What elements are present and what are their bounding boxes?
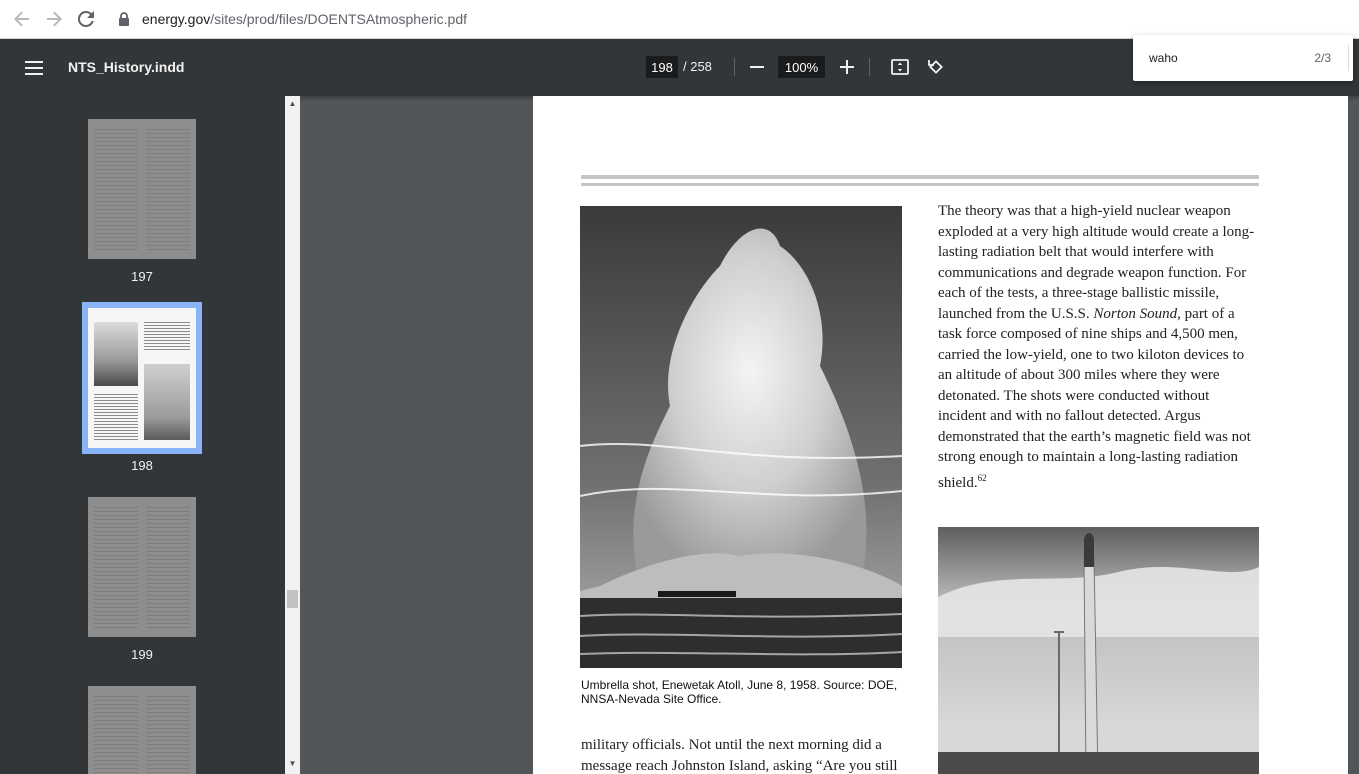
find-match-count: 2/3: [1314, 51, 1331, 65]
thumbnail-page-198[interactable]: [82, 302, 202, 454]
umbrella-shot-photo: [580, 206, 902, 668]
thumbnail-text: [94, 394, 138, 440]
zoom-out-button[interactable]: [745, 55, 769, 79]
thumbnail-text: [146, 129, 190, 253]
url-host: energy.gov: [142, 11, 211, 27]
document-title: NTS_History.indd: [68, 59, 185, 75]
browser-toolbar: [0, 0, 1359, 39]
photo-caption: Umbrella shot, Enewetak Atoll, June 8, 1958. Source: DOE, NNSA-Nevada Site Office.: [581, 678, 898, 706]
find-input[interactable]: waho: [1149, 51, 1178, 65]
body-text-part: , part of a task force composed of nine ships and 4,500 men, carried the low-yield, one to two kiloton devices to an altitude of about 300 miles where they were detonated. The shots were conducted without incident and with no fallout detected. Argus demonstrated that the earth’s magnetic field was not strong enough to maintain a long-lasting radiation shield.: [938, 305, 1251, 491]
page-number-input[interactable]: 198: [646, 56, 678, 78]
thumbnail-text: [146, 696, 190, 774]
url-text: [142, 11, 467, 27]
header-rule: [581, 175, 1259, 179]
zoom-input[interactable]: 100%: [778, 56, 825, 78]
thumbnail-label: 199: [131, 647, 153, 662]
thumbnail-preview: [88, 308, 196, 448]
lock-icon: [116, 11, 132, 27]
hamburger-menu-icon: [22, 56, 46, 80]
zoom-in-button[interactable]: [835, 55, 859, 79]
forward-button[interactable]: [38, 3, 70, 35]
ship-name-italic: Norton Sound: [1093, 305, 1178, 322]
sidebar-menu-button[interactable]: [22, 56, 46, 80]
thumbnail-text: [146, 507, 190, 631]
continued-paragraph: military officials. Not until the next morning did a message reach Johnston Island, asking “Are you still: [581, 737, 898, 774]
header-rule: [581, 183, 1259, 186]
reload-button[interactable]: [70, 3, 102, 35]
fit-to-page-button[interactable]: [888, 55, 912, 79]
page-total: / 258: [683, 59, 712, 74]
missile-launch-photo: [938, 527, 1259, 774]
scrollbar-thumb[interactable]: [287, 590, 298, 608]
sidebar-scrollbar[interactable]: [285, 96, 300, 774]
body-text-part: The theory was that a high-yield nuclear weapon exploded at a very high altitude would create a long-lasting radiation belt that would interfere with communications and degrade weapon function. For each of the tests, a three-stage ballistic missile, launched from the U.S.S.: [938, 203, 1255, 322]
scroll-up-arrow-icon[interactable]: ▲: [288, 98, 297, 108]
thumbnail-photo: [94, 322, 138, 386]
thumbnail-text: [94, 696, 138, 774]
thumbnail-page-197[interactable]: [88, 119, 196, 259]
thumbnail-text: [144, 322, 190, 352]
back-button[interactable]: [6, 3, 38, 35]
thumbnail-text: [94, 507, 138, 631]
thumbnail-text: [94, 129, 138, 253]
thumbnail-label: 198: [131, 458, 153, 473]
reload-icon: [78, 11, 94, 27]
arrow-right-icon: [46, 11, 62, 27]
thumbnail-label: 197: [131, 269, 153, 284]
scroll-down-arrow-icon[interactable]: ▼: [288, 758, 297, 768]
toolbar-divider: [734, 58, 735, 76]
fit-page-icon: [890, 57, 910, 77]
footnote-marker: 62: [977, 472, 987, 483]
rotate-icon: [926, 57, 946, 77]
url-path: /sites/prod/files/DOENTSAtmospheric.pdf: [210, 11, 467, 27]
minus-icon: [750, 60, 764, 74]
find-bar: [1133, 35, 1353, 81]
thumbnail-photo: [144, 364, 190, 440]
body-paragraph: [938, 201, 1260, 493]
thumbnail-page-200[interactable]: [88, 686, 196, 774]
thumbnail-sidebar: [0, 96, 300, 774]
toolbar-divider: [869, 58, 870, 76]
arrow-left-icon: [14, 11, 30, 27]
thumbnail-page-199[interactable]: [88, 497, 196, 637]
pdf-page: [533, 96, 1348, 774]
find-divider: [1348, 45, 1349, 71]
plus-icon: [840, 60, 854, 74]
address-bar[interactable]: [108, 4, 1351, 34]
rotate-button[interactable]: [924, 55, 948, 79]
